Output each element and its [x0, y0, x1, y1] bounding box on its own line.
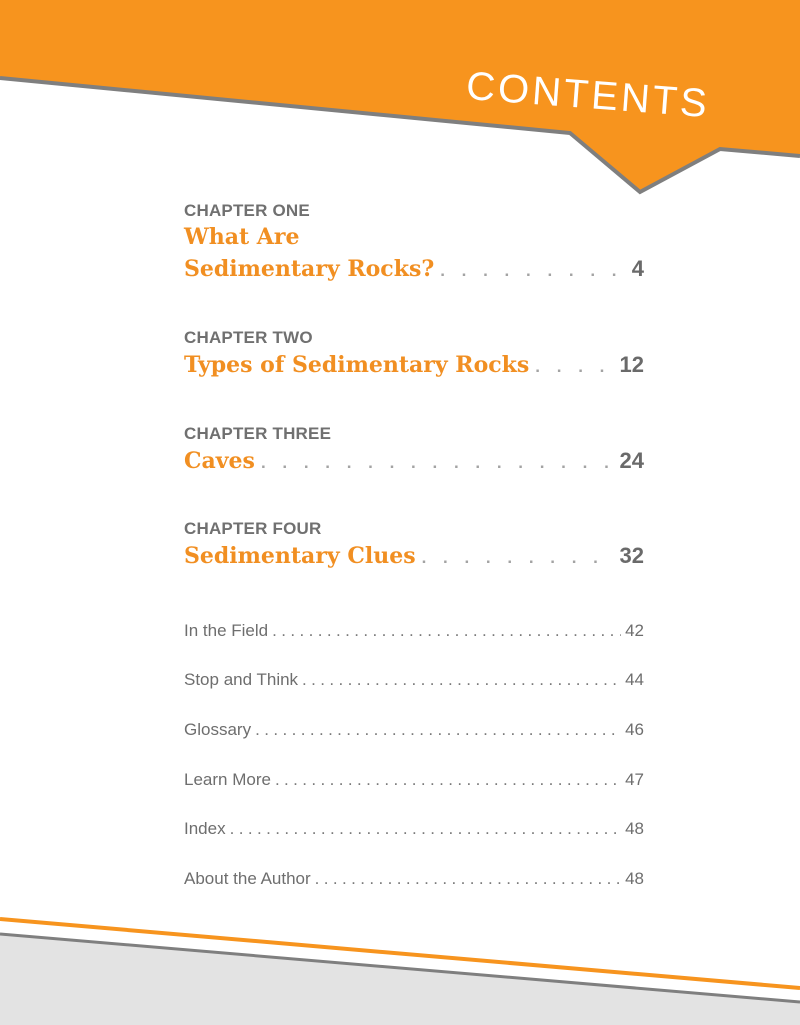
toc-entry-glossary[interactable]	[184, 718, 644, 742]
toc-entry-index[interactable]	[184, 817, 644, 841]
page-number: 32	[619, 543, 644, 568]
toc-entry-stop-and-think[interactable]	[184, 668, 644, 692]
entry-label: In the Field	[184, 621, 269, 640]
dot-leader	[302, 668, 621, 692]
page-number: 47	[625, 770, 644, 789]
toc-entry-about-the-author[interactable]	[184, 867, 644, 891]
dot-leader	[275, 768, 621, 792]
page-number: 24	[619, 448, 644, 473]
chapter-title-line-one: What Are	[184, 224, 300, 250]
chapter-label: CHAPTER FOUR	[184, 519, 322, 538]
chapter-label: CHAPTER THREE	[184, 424, 332, 443]
chapter-title-line	[184, 540, 644, 571]
table-of-contents	[184, 0, 644, 1025]
dot-leader	[422, 542, 614, 573]
dot-leader	[255, 718, 621, 742]
chapter-title: Caves	[184, 448, 255, 474]
page-number: 48	[625, 869, 644, 888]
page-number: 12	[619, 352, 644, 377]
chapter-title-line	[184, 445, 644, 476]
chapter-entry-two[interactable]	[184, 327, 644, 380]
dot-leader	[230, 817, 621, 841]
chapter-title: Sedimentary Clues	[184, 543, 416, 569]
chapter-entry-three[interactable]	[184, 423, 644, 476]
entry-label: Learn More	[184, 770, 271, 789]
chapter-title: Types of Sedimentary Rocks	[184, 352, 530, 378]
dot-leader	[272, 619, 621, 643]
page-number: 44	[625, 670, 644, 689]
chapter-title-line	[184, 253, 644, 284]
toc-entry-learn-more[interactable]	[184, 768, 644, 792]
toc-entry-in-the-field[interactable]	[184, 619, 644, 643]
page-number: 48	[625, 819, 644, 838]
dot-leader	[261, 447, 614, 478]
dot-leader	[535, 351, 613, 382]
chapter-entry-four[interactable]	[184, 518, 644, 571]
entry-label: About the Author	[184, 869, 311, 888]
entry-label: Index	[184, 819, 226, 838]
dot-leader	[315, 867, 621, 891]
page-number: 46	[625, 720, 644, 739]
page-title: CONTENTS	[464, 64, 712, 127]
chapter-entry-one[interactable]	[184, 200, 644, 284]
chapter-title-line	[184, 349, 644, 380]
dot-leader	[440, 255, 626, 286]
entry-label: Glossary	[184, 720, 252, 739]
page-number: 42	[625, 621, 644, 640]
page-number: 4	[631, 256, 644, 281]
chapter-label: CHAPTER TWO	[184, 328, 313, 347]
chapter-title: Sedimentary Rocks?	[184, 256, 435, 282]
chapter-label: CHAPTER ONE	[184, 201, 310, 220]
entry-label: Stop and Think	[184, 670, 299, 689]
